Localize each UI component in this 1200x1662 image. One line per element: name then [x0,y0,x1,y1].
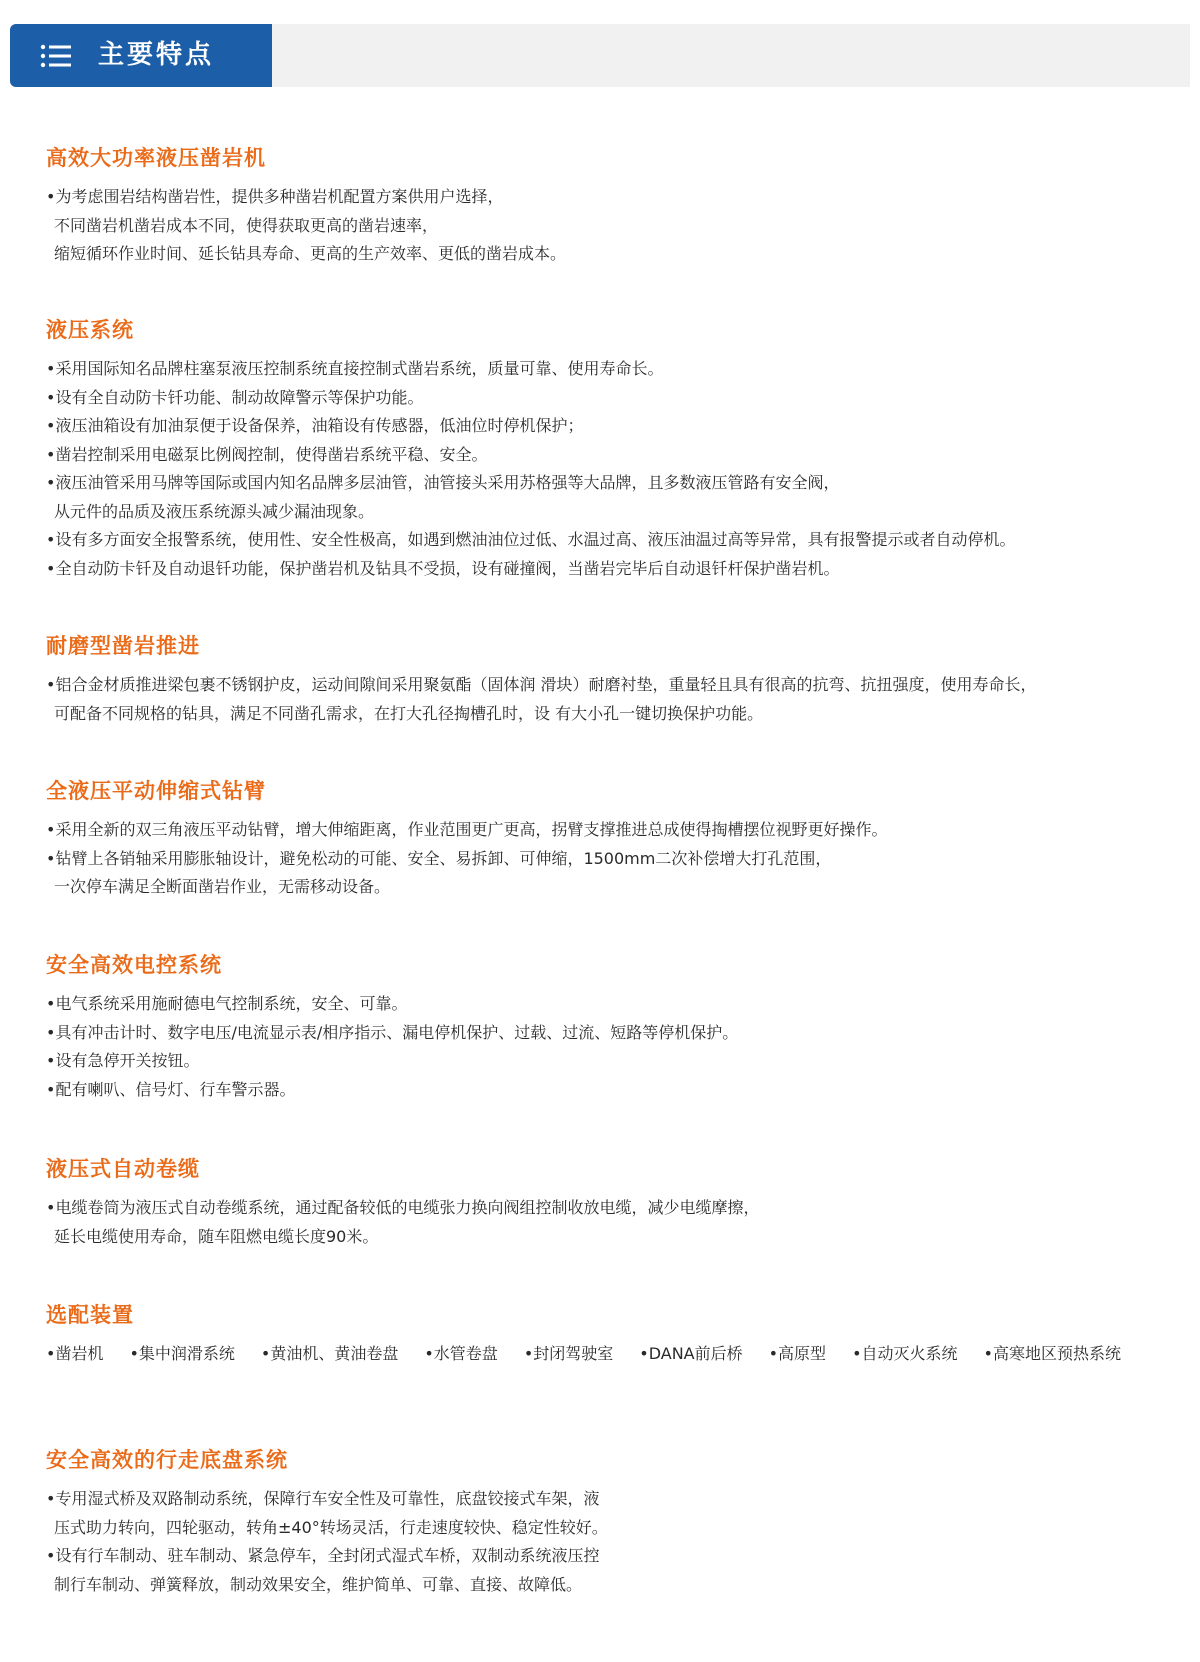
section-title: 高效大功率液压凿岩机 [46,146,266,170]
text-line: 制行车制动、弹簧释放，制动效果安全，维护简单、可靠、直接、故障低。 [54,1574,583,1594]
option-item: •水管卷盘 [424,1344,498,1363]
section-title: 全液压平动伸缩式钻臂 [46,779,266,803]
text-line: •全自动防卡钎及自动退钎功能，保护凿岩机及钻具不受损，设有碰撞阀，当凿岩完毕后自动退钎杆保护凿岩机。 [46,558,840,578]
text-line: •采用全新的双三角液压平动钻臂，增大伸缩距离，作业范围更广更高，拐臂支撑推进总成使得掏槽摆位视野更好操作。 [46,820,888,839]
option-item: •高原型 [768,1344,827,1363]
text-line: •设有多方面安全报警系统，使用性、安全性极高，如遇到燃油油位过低、水温过高、液压油温过高等异常，具有报警提示或者自动停机。 [46,530,1016,549]
text-line: •采用国际知名品牌柱塞泵液压控制系统直接控制式凿岩系统，质量可靠、使用寿命长。 [46,359,664,378]
section-title: 液压系统 [46,318,134,342]
option-item: •自动灭火系统 [852,1344,958,1363]
header-tab [10,24,272,87]
text-line: •专用湿式桥及双路制动系统，保障行车安全性及可靠性，底盘铰接式车架，液 [46,1489,600,1508]
section-title: 选配装置 [46,1303,134,1327]
section-feed-beam [46,631,1166,728]
section-hydraulic-rock-drill [46,143,1166,269]
section-title: 液压式自动卷缆 [46,1157,200,1181]
text-line: •液压油管采用马牌等国际或国内知名品牌多层油管，油管接头采用苏格强等大品牌，且多数液压管路有安全阀， [46,473,840,492]
section-header [10,24,1190,87]
text-line: •液压油箱设有加油泵便于设备保养，油箱设有传感器，低油位时停机保护； [46,416,584,435]
section-chassis [46,1445,1166,1599]
section-cable-reel [46,1154,1166,1251]
text-line: 缩短循环作业时间、延长钻具寿命、更高的生产效率、更低的凿岩成本。 [54,244,567,263]
text-line: •电气系统采用施耐德电气控制系统，安全、可靠。 [46,994,408,1013]
text-line: 一次停车满足全断面凿岩作业，无需移动设备。 [54,877,391,896]
text-line: 可配备不同规格的钻具，满足不同凿孔需求，在打大孔径掏槽孔时，设 有大小孔一键切换保护功能。 [54,703,764,723]
option-item: •集中润滑系统 [129,1344,235,1363]
option-item: •DANA前后桥 [639,1344,743,1363]
text-line: •凿岩控制采用电磁泵比例阀控制，使得凿岩系统平稳、安全。 [46,444,488,464]
text-line: 压式助力转向，四轮驱动，转角±40°转场灵活，行走速度较快、稳定性较好。 [54,1517,608,1537]
option-item: •封闭驾驶室 [523,1344,614,1363]
option-item: •高寒地区预热系统 [983,1344,1121,1363]
text-line: 延长电缆使用寿命，随车阻燃电缆长度90米。 [54,1226,379,1246]
text-line: •铝合金材质推进梁包裹不锈钢护皮，运动间隙间采用聚氨酯（固体润 滑块）耐磨衬垫，重量轻且具有很高的抗弯、抗扭强度，使用寿命长， [46,675,1037,694]
option-item: •黄油机、黄油卷盘 [260,1344,399,1363]
text-line: •配有喇叭、信号灯、行车警示器。 [46,1079,296,1099]
section-title: 耐磨型凿岩推进 [46,634,200,658]
section-title: 安全高效电控系统 [46,953,222,977]
section-electric-control [46,950,1166,1104]
text-line: •电缆卷筒为液压式自动卷缆系统，通过配备较低的电缆张力换向阀组控制收放电缆，减少电缆摩擦， [46,1198,760,1217]
text-line: •具有冲击计时、数字电压/电流显示表/相序指示、漏电停机保护、过载、过流、短路等停机保护。 [46,1022,739,1042]
text-line: •为考虑围岩结构凿岩性，提供多种凿岩机配置方案供用户选择， [46,187,504,206]
text-line: 从元件的品质及液压系统源头减少漏油现象。 [54,501,375,521]
section-optional-equipment [46,1300,1166,1369]
menu-list-icon [40,44,72,68]
text-line: 不同凿岩机凿岩成本不同，使得获取更高的凿岩速率， [54,215,439,235]
section-boom [46,776,1166,902]
text-line: •设有急停开关按钮。 [46,1051,200,1070]
page-title: 主要特点 [98,40,215,70]
text-line: •钻臂上各销轴采用膨胀轴设计，避免松动的可能、安全、易拆卸、可伸缩，1500mm二次补偿增大打孔范围， [46,848,832,868]
section-title: 安全高效的行走底盘系统 [46,1448,288,1472]
option-item: •凿岩机 [46,1344,104,1363]
text-line: •设有行车制动、驻车制动、紧急停车，全封闭式湿式车桥，双制动系统液压控 [46,1546,600,1565]
text-line: •设有全自动防卡钎功能、制动故障警示等保护功能。 [46,387,424,407]
section-hydraulic-system [46,315,1166,583]
